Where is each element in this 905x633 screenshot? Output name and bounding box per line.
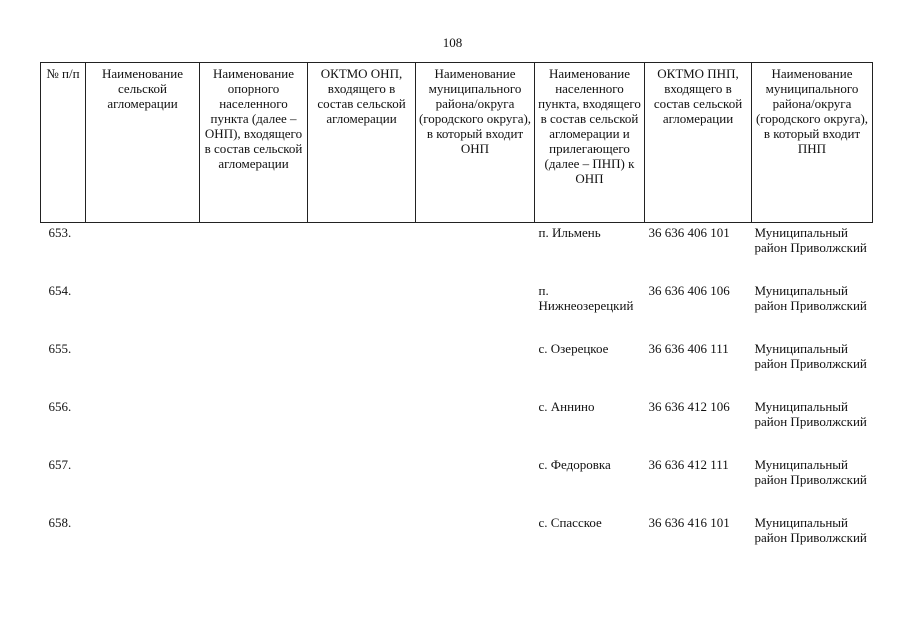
page-number: 108 bbox=[442, 35, 463, 50]
column-header-agglomeration-name: Наименование сельской агломерации bbox=[86, 63, 200, 223]
onp-district-cell bbox=[416, 223, 535, 282]
onp-name-cell bbox=[200, 455, 308, 513]
onp-name-cell bbox=[200, 223, 308, 282]
pnp-oktmo-cell: 36 636 416 101 bbox=[648, 515, 730, 530]
pnp-district-cell: Муниципальный район Приволжский bbox=[754, 283, 867, 313]
column-header-pnp-district: Наименование муниципального района/округа (городского округа), в который входит ПНП bbox=[752, 63, 873, 223]
onp-name-cell bbox=[200, 339, 308, 397]
column-header-onp-oktmo: ОКТМО ОНП, входящего в состав сельской агломерации bbox=[308, 63, 416, 223]
onp-oktmo-cell bbox=[308, 397, 416, 455]
pnp-name-cell: с. Федоровка bbox=[538, 457, 611, 472]
pnp-district-cell: Муниципальный район Приволжский bbox=[754, 341, 867, 371]
pnp-oktmo-cell: 36 636 406 101 bbox=[648, 225, 730, 240]
column-header-pnp-oktmo: ОКТМО ПНП, входящего в состав сельской агломерации bbox=[645, 63, 752, 223]
pnp-oktmo-cell: 36 636 406 111 bbox=[648, 341, 729, 356]
agglomeration-name-cell bbox=[86, 513, 200, 571]
table-row bbox=[41, 339, 873, 397]
onp-district-cell bbox=[416, 339, 535, 397]
table-header-row bbox=[41, 63, 873, 223]
pnp-oktmo-cell: 36 636 412 106 bbox=[648, 399, 730, 414]
column-header-number: № п/п bbox=[41, 63, 86, 223]
pnp-name-cell: с. Спасское bbox=[538, 515, 602, 530]
row-number: 658. bbox=[48, 515, 72, 530]
row-number: 654. bbox=[48, 283, 72, 298]
onp-name-cell bbox=[200, 397, 308, 455]
onp-oktmo-cell bbox=[308, 281, 416, 339]
row-number: 657. bbox=[48, 457, 72, 472]
agglomeration-table-container bbox=[40, 62, 873, 571]
agglomeration-name-cell bbox=[86, 455, 200, 513]
onp-oktmo-cell bbox=[308, 513, 416, 571]
table-row bbox=[41, 281, 873, 339]
row-number: 655. bbox=[48, 341, 72, 356]
column-header-onp-district: Наименование муниципального района/округа (городского округа), в который входит ОНП bbox=[416, 63, 535, 223]
onp-district-cell bbox=[416, 513, 535, 571]
onp-district-cell bbox=[416, 397, 535, 455]
pnp-district-cell: Муниципальный район Приволжский bbox=[754, 399, 867, 429]
onp-name-cell bbox=[200, 281, 308, 339]
onp-name-cell bbox=[200, 513, 308, 571]
onp-oktmo-cell bbox=[308, 455, 416, 513]
onp-oktmo-cell bbox=[308, 339, 416, 397]
column-header-pnp-name: Наименование населенного пункта, входящего в состав сельской агломерации и прилегающего (далее – ПНП) к ОНП bbox=[535, 63, 645, 223]
table-row bbox=[41, 513, 873, 571]
agglomeration-name-cell bbox=[86, 397, 200, 455]
row-number: 653. bbox=[48, 225, 72, 240]
agglomeration-name-cell bbox=[86, 223, 200, 282]
pnp-name-cell: с. Аннино bbox=[538, 399, 595, 414]
agglomeration-table bbox=[40, 62, 873, 571]
table-row bbox=[41, 455, 873, 513]
agglomeration-name-cell bbox=[86, 281, 200, 339]
row-number: 656. bbox=[48, 399, 72, 414]
pnp-name-cell: п. Ильмень bbox=[538, 225, 601, 240]
onp-district-cell bbox=[416, 281, 535, 339]
agglomeration-name-cell bbox=[86, 339, 200, 397]
pnp-district-cell: Муниципальный район Приволжский bbox=[754, 515, 867, 545]
pnp-name-cell: п. Нижнеозерецкий bbox=[538, 283, 634, 313]
pnp-district-cell: Муниципальный район Приволжский bbox=[754, 457, 867, 487]
table-row bbox=[41, 223, 873, 282]
pnp-oktmo-cell: 36 636 412 111 bbox=[648, 457, 729, 472]
pnp-district-cell: Муниципальный район Приволжский bbox=[754, 225, 867, 255]
table-row bbox=[41, 397, 873, 455]
onp-oktmo-cell bbox=[308, 223, 416, 282]
column-header-onp-name: Наименование опорного населенного пункта (далее – ОНП), входящего в состав сельской агломерации bbox=[200, 63, 308, 223]
pnp-name-cell: с. Озерецкое bbox=[538, 341, 609, 356]
onp-district-cell bbox=[416, 455, 535, 513]
pnp-oktmo-cell: 36 636 406 106 bbox=[648, 283, 730, 298]
